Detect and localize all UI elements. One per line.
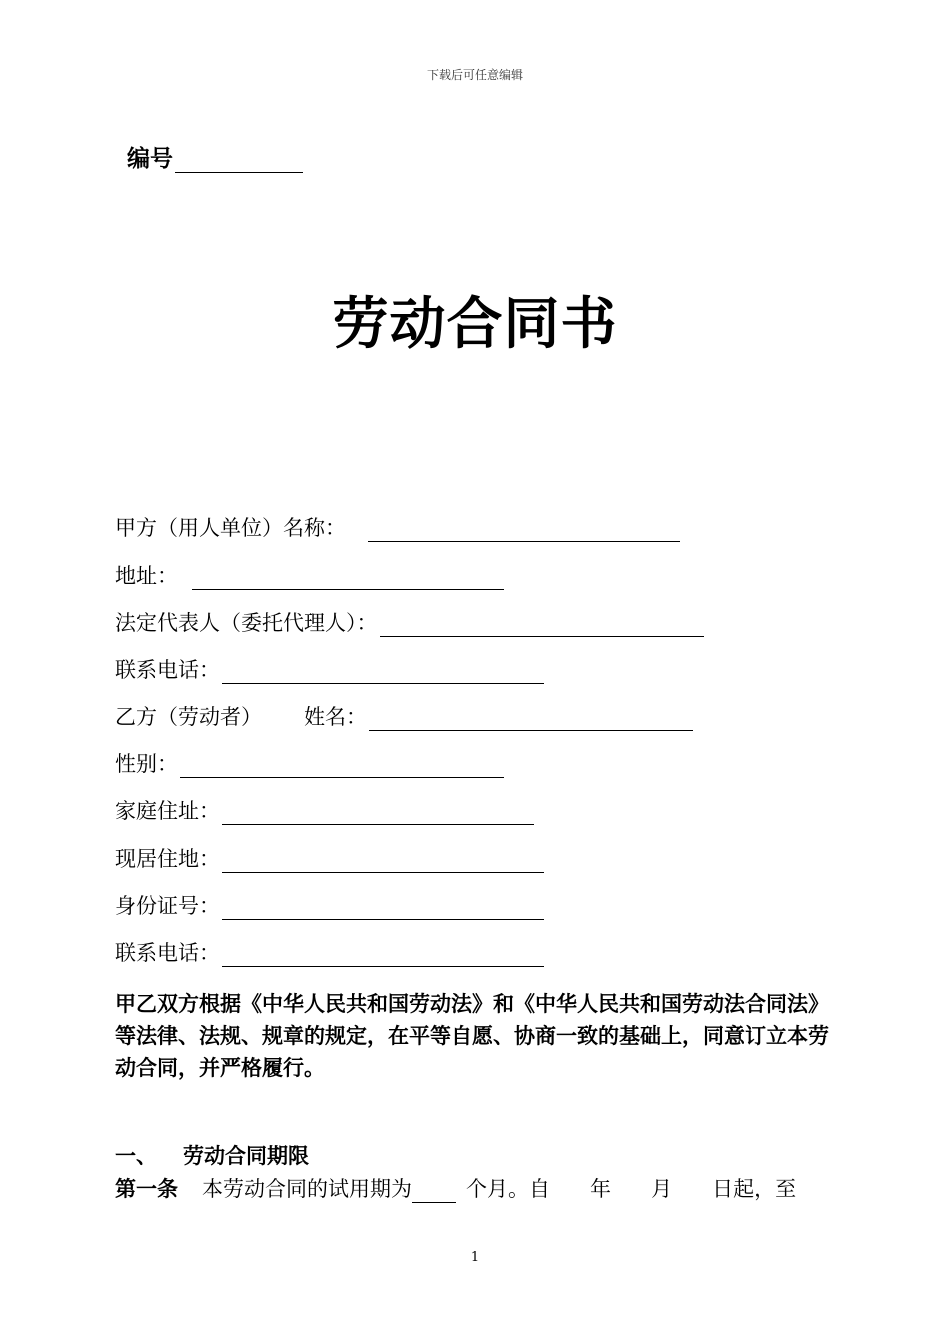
field-home-address: [115, 795, 534, 825]
address-label: 地址：: [115, 564, 178, 588]
current-address-blank: [222, 850, 544, 873]
section-heading: [115, 1140, 309, 1170]
doc-number-label: 编号: [127, 145, 173, 172]
employer-phone-label: 联系电话：: [115, 658, 220, 682]
page-number: 1: [470, 1250, 480, 1265]
article-text-before: 本劳动合同的试用期为: [202, 1177, 412, 1201]
gender-blank: [180, 755, 504, 778]
header-note: 下载后可任意编辑: [426, 68, 523, 82]
home-address-blank: [222, 802, 534, 825]
field-employer-name: [115, 512, 680, 542]
field-employer-phone: [115, 654, 544, 684]
field-address: [115, 560, 504, 590]
gender-label: 性别：: [115, 752, 178, 776]
field-employee-phone: [115, 937, 544, 967]
employee-phone-label: 联系电话：: [115, 941, 220, 965]
doc-number: [127, 140, 303, 173]
document-title: 劳动合同书: [332, 291, 618, 357]
employer-name-blank: [368, 519, 680, 542]
employee-phone-blank: [222, 944, 544, 967]
field-employee-name: [115, 701, 693, 731]
section-number: 一、: [115, 1143, 157, 1168]
id-number-blank: [222, 897, 544, 920]
article-label: 第一条: [115, 1176, 178, 1201]
section-title: 劳动合同期限: [183, 1143, 309, 1168]
id-number-label: 身份证号：: [115, 894, 220, 918]
home-address-label: 家庭住址：: [115, 799, 220, 823]
doc-number-blank: [175, 150, 303, 173]
legal-rep-label: 法定代表人（委托代理人）：: [115, 611, 378, 635]
employee-party-label: 乙方（劳动者）: [115, 705, 262, 729]
field-current-address: [115, 843, 544, 873]
field-gender: [115, 748, 504, 778]
legal-rep-blank: [380, 614, 704, 637]
current-address-label: 现居住地：: [115, 847, 220, 871]
employer-name-label: 甲方（用人单位）名称：: [115, 516, 346, 540]
probation-blank: [412, 1180, 456, 1203]
address-blank: [192, 567, 504, 590]
article-text-after: 个月。自 年 月 日起，至: [466, 1177, 797, 1201]
intro-paragraph: 甲乙双方根据《中华人民共和国劳动法》和《中华人民共和国劳动法合同法》等法律、法规、规章的规定，在平等自愿、协商一致的基础上，同意订立本劳动合同，并严格履行。: [115, 991, 829, 1080]
employee-name-blank: [369, 708, 693, 731]
employee-name-label: 姓名：: [304, 705, 367, 729]
article-1: [115, 1173, 796, 1203]
field-legal-rep: [115, 607, 704, 637]
employer-phone-blank: [222, 661, 544, 684]
field-id-number: [115, 890, 544, 920]
